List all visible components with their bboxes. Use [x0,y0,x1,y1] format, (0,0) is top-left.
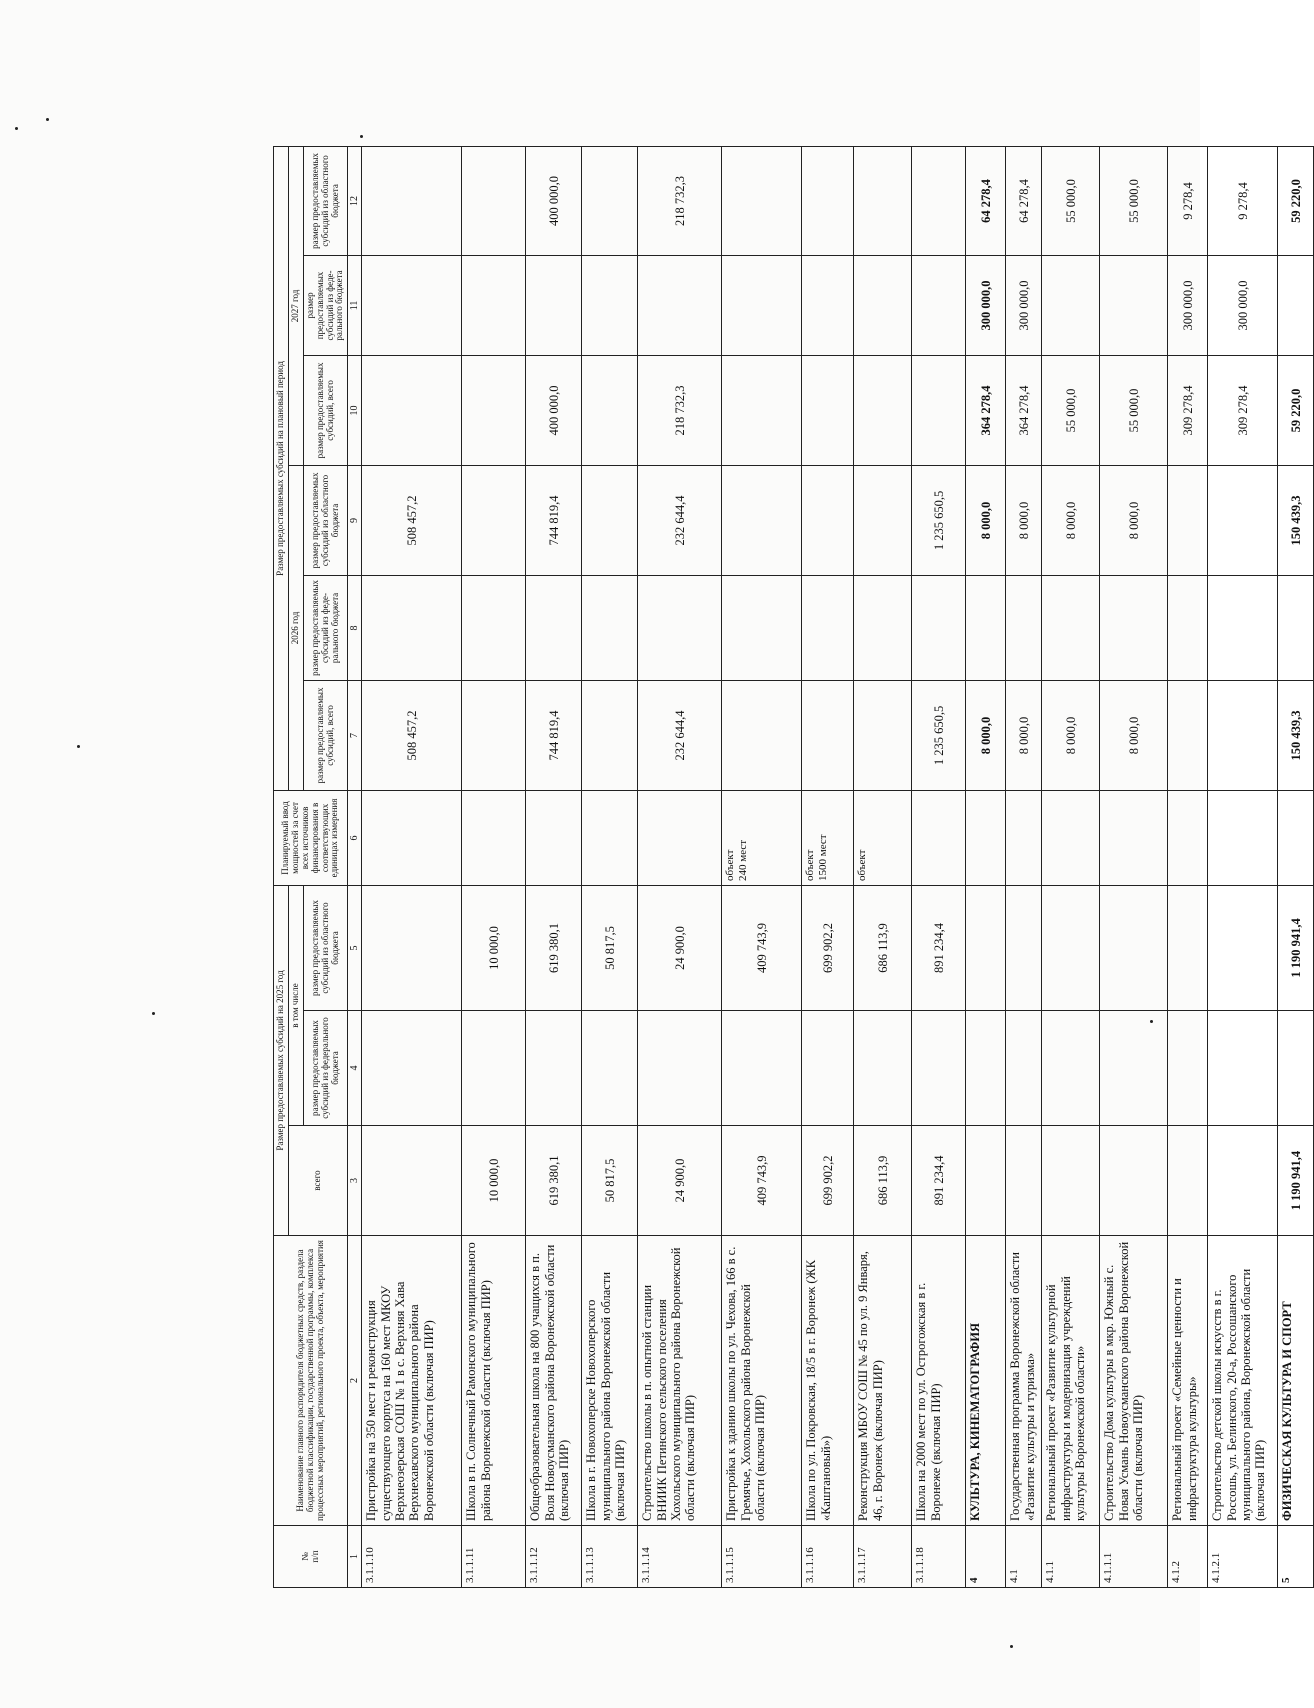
amount-cell [1278,575,1314,680]
amount-cell [638,575,722,680]
planned-capacity-cell: объект [854,790,912,885]
table-row [1042,146,1100,1587]
amount-cell: 64 278,4 [966,146,1006,255]
table-row [912,146,966,1587]
amount-cell [582,465,638,575]
amount-cell: 364 278,4 [1006,355,1042,465]
table-header [274,146,362,1587]
amount-cell: 8 000,0 [1042,465,1100,575]
row-number: 3.1.1.14 [638,1526,722,1588]
amount-cell [854,255,912,355]
amount-cell [462,146,526,255]
column-number: 11 [348,255,362,355]
amount-cell [722,255,802,355]
planned-capacity-cell [1208,790,1278,885]
table-row [582,146,638,1587]
planned-capacity-cell [966,790,1006,885]
amount-cell: 891 234,4 [912,1126,966,1236]
amount-cell [854,355,912,465]
amount-cell [1168,575,1208,680]
amount-cell [854,575,912,680]
planned-capacity-cell [526,790,582,885]
amount-cell [1006,575,1042,680]
row-number: 4.1.1.1 [1100,1526,1168,1588]
amount-cell: 232 644,4 [638,465,722,575]
column-number: 9 [348,465,362,575]
column-number: 2 [348,1236,362,1526]
row-number: 4.1.2.1 [1208,1526,1278,1588]
amount-cell: 10 000,0 [462,885,526,1010]
amount-cell: 9 278,4 [1208,146,1278,255]
amount-cell: 150 439,3 [1278,680,1314,790]
amount-cell [462,255,526,355]
table-body [362,146,1314,1587]
amount-cell [1208,575,1278,680]
amount-cell [1042,575,1100,680]
amount-cell: 309 278,4 [1208,355,1278,465]
amount-cell [722,465,802,575]
header-year-2027: 2027 год [288,146,303,465]
row-title: Общеобразовательная школа на 800 учащихся в п. Воля Новоусманского района Воронежской области (включая ПИР) [526,1236,582,1526]
header-total-2026: размер предоставляемых субсидий, всего [303,680,348,790]
header-fed-2026: размер предоставляемых субсидий из федерального бюджета [303,575,348,680]
table-row [1100,146,1168,1587]
amount-cell [1042,255,1100,355]
amount-cell: 619 380,1 [526,1126,582,1236]
amount-cell [1278,255,1314,355]
amount-cell [1168,1126,1208,1236]
header-all: всего [288,1126,347,1236]
column-number-row [348,146,362,1587]
amount-cell: 508 457,2 [362,465,462,575]
amount-cell [362,885,462,1010]
amount-cell: 300 000,0 [1006,255,1042,355]
amount-cell [966,575,1006,680]
row-number: 4.1.2 [1168,1526,1208,1588]
column-number: 6 [348,790,362,885]
row-title: Региональный проект «Семейные ценности и инфраструктура культуры» [1168,1236,1208,1526]
amount-cell [912,575,966,680]
table-row [1006,146,1042,1587]
amount-cell: 218 732,3 [638,146,722,255]
row-title: Региональный проект «Развитие культурной инфраструктуры и модернизация учреждений культуры Воронежской области» [1042,1236,1100,1526]
table-row [638,146,722,1587]
amount-cell [1100,885,1168,1010]
amount-cell [582,1011,638,1126]
amount-cell: 218 732,3 [638,355,722,465]
row-title: Пристройка на 350 мест и реконструкция существующего корпуса на 160 мест МКОУ Верхнеозерская СОШ № 1 в с. Верхняя Хава Верхнехавского муниципального района Воронежской области (включая ПИР) [362,1236,462,1526]
row-title: КУЛЬТУРА, КИНЕМАТОГРАФИЯ [966,1236,1006,1526]
amount-cell [802,146,854,255]
row-number: 3.1.1.18 [912,1526,966,1588]
row-title: Школа по ул. Покровская, 18/5 в г. Воронеж (ЖК «Каштановый») [802,1236,854,1526]
amount-cell [362,575,462,680]
header-year-2026: 2026 год [288,465,303,790]
header-2025: Размер предоставляемых субсидий на 2025 год [274,885,289,1235]
amount-cell: 9 278,4 [1168,146,1208,255]
header-fed-2025: размер предоставляемых субсидий из федерального бюджета [303,1011,348,1126]
row-title: Строительство детской школы искусств в г. Россошь, ул. Белинского, 20-а, Россошанского муниципального района, Воронежской области (включая ПИР) [1208,1236,1278,1526]
amount-cell [362,1011,462,1126]
amount-cell [362,355,462,465]
amount-cell [582,680,638,790]
planned-capacity-cell [1042,790,1100,885]
table-row [1168,146,1208,1587]
amount-cell [1208,1126,1278,1236]
header-num: № п/п [274,1526,348,1588]
amount-cell: 55 000,0 [1042,355,1100,465]
amount-cell: 8 000,0 [1042,680,1100,790]
scan-speck [15,127,18,130]
planned-capacity-cell [1100,790,1168,885]
table-row [362,146,462,1587]
amount-cell [1006,1126,1042,1236]
scan-speck [77,745,80,748]
amount-cell: 409 743,9 [722,885,802,1010]
header-fed-2027: размер предоставляемых субсидий из федерального бюджета [303,255,348,355]
amount-cell: 8 000,0 [1100,465,1168,575]
amount-cell: 50 817,5 [582,1126,638,1236]
row-number: 3.1.1.13 [582,1526,638,1588]
row-number: 3.1.1.10 [362,1526,462,1588]
amount-cell: 1 190 941,4 [1278,885,1314,1010]
table-row [802,146,854,1587]
amount-cell [722,575,802,680]
amount-cell [1042,885,1100,1010]
amount-cell [802,680,854,790]
row-number: 5 [1278,1526,1314,1588]
amount-cell [802,355,854,465]
planned-capacity-cell [1278,790,1314,885]
amount-cell [966,1011,1006,1126]
row-title: Государственная программа Воронежской области «Развитие культуры и туризма» [1006,1236,1042,1526]
subsidies-table [273,146,1314,1588]
row-title: Реконструкция МБОУ СОШ № 45 по ул. 9 Января, 46, г. Воронеж (включая ПИР) [854,1236,912,1526]
planned-capacity-cell [912,790,966,885]
amount-cell: 8 000,0 [1006,680,1042,790]
amount-cell [462,465,526,575]
header-reg-2027: размер предоставляемых субсидий из областного бюджета [303,146,348,255]
rotated-table-page [273,147,1303,1588]
amount-cell [526,575,582,680]
amount-cell: 1 235 650,5 [912,680,966,790]
amount-cell: 55 000,0 [1100,355,1168,465]
amount-cell: 744 819,4 [526,680,582,790]
amount-cell [1168,885,1208,1010]
amount-cell [1168,1011,1208,1126]
table-row [462,146,526,1587]
amount-cell [1042,1126,1100,1236]
amount-cell: 8 000,0 [1100,680,1168,790]
amount-cell: 1 235 650,5 [912,465,966,575]
table-row [526,146,582,1587]
row-number: 4 [966,1526,1006,1588]
amount-cell [966,1126,1006,1236]
amount-cell: 10 000,0 [462,1126,526,1236]
amount-cell [362,255,462,355]
amount-cell: 686 113,9 [854,885,912,1010]
amount-cell [526,255,582,355]
planned-capacity-cell [462,790,526,885]
column-number: 5 [348,885,362,1010]
row-title: Школа в г. Новохоперске Новохоперского муниципального района Воронежской области (включая ПИР) [582,1236,638,1526]
amount-cell [1168,465,1208,575]
column-number: 12 [348,146,362,255]
amount-cell: 8 000,0 [966,465,1006,575]
row-title: ФИЗИЧЕСКАЯ КУЛЬТУРА И СПОРТ [1278,1236,1314,1526]
amount-cell [638,1011,722,1126]
planned-capacity-cell [1006,790,1042,885]
amount-cell: 232 644,4 [638,680,722,790]
amount-cell [854,680,912,790]
row-number: 3.1.1.15 [722,1526,802,1588]
amount-cell: 400 000,0 [526,355,582,465]
row-title: Строительство Дома культуры в мкр. Южный с. Новая Усмань Новоусманского района Воронежской области (включая ПИР) [1100,1236,1168,1526]
amount-cell [362,1126,462,1236]
scan-speck [46,118,49,121]
amount-cell: 59 220,0 [1278,355,1314,465]
amount-cell [1100,1126,1168,1236]
amount-cell: 50 817,5 [582,885,638,1010]
amount-cell [582,575,638,680]
scan-speck [360,135,363,138]
amount-cell [362,146,462,255]
amount-cell: 8 000,0 [1006,465,1042,575]
header-plan-period: Размер предоставляемых субсидий на плановый период [274,146,289,790]
amount-cell [638,255,722,355]
amount-cell [854,1011,912,1126]
amount-cell: 508 457,2 [362,680,462,790]
amount-cell: 699 902,2 [802,1126,854,1236]
planned-capacity-cell: объект 1500 мест [802,790,854,885]
header-total-2027: размер предоставляемых субсидий, всего [303,355,348,465]
amount-cell [526,1011,582,1126]
amount-cell [912,355,966,465]
amount-cell [1100,1011,1168,1126]
amount-cell: 364 278,4 [966,355,1006,465]
amount-cell: 300 000,0 [966,255,1006,355]
table-row [966,146,1006,1587]
amount-cell [802,1011,854,1126]
row-number: 3.1.1.12 [526,1526,582,1588]
amount-cell [722,1011,802,1126]
amount-cell [462,1011,526,1126]
amount-cell: 699 902,2 [802,885,854,1010]
amount-cell [912,146,966,255]
amount-cell: 300 000,0 [1208,255,1278,355]
amount-cell [1208,465,1278,575]
column-number: 1 [348,1526,362,1588]
row-title: Пристройка к зданию школы по ул. Чехова, 166 в с. Гремячье, Хохольского района Воронежской области (включая ПИР) [722,1236,802,1526]
header-name: Наименование главного распорядителя бюджетных средств, раздела бюджетной классификации, государственной программы, комплекса процессных мероприятий, регионального проекта, объекта, мероприятия [274,1236,348,1526]
amount-cell: 64 278,4 [1006,146,1042,255]
amount-cell [582,355,638,465]
amount-cell [1208,1011,1278,1126]
amount-cell: 300 000,0 [1168,255,1208,355]
amount-cell [462,680,526,790]
column-number: 3 [348,1126,362,1236]
amount-cell [722,355,802,465]
amount-cell [1278,1011,1314,1126]
amount-cell [722,680,802,790]
amount-cell: 619 380,1 [526,885,582,1010]
header-including: в том числе [288,885,303,1125]
row-number: 3.1.1.11 [462,1526,526,1588]
amount-cell: 150 439,3 [1278,465,1314,575]
header-planned: Планируемый ввод мощностей за счет всех источников финансирования в соответствующих единицах измерения [274,790,348,885]
amount-cell: 24 900,0 [638,885,722,1010]
amount-cell [966,885,1006,1010]
amount-cell [582,146,638,255]
amount-cell [1100,575,1168,680]
planned-capacity-cell: объект 240 мест [722,790,802,885]
amount-cell: 400 000,0 [526,146,582,255]
planned-capacity-cell [638,790,722,885]
amount-cell [802,255,854,355]
table-row [854,146,912,1587]
amount-cell: 55 000,0 [1100,146,1168,255]
row-title: Школа в п. Солнечный Рамонского муниципального района Воронежской области (включая ПИР) [462,1236,526,1526]
amount-cell [722,146,802,255]
table-row [1208,146,1278,1587]
amount-cell [1208,680,1278,790]
header-reg-2025: размер предоставляемых субсидий из областного бюджета [303,885,348,1010]
amount-cell: 1 190 941,4 [1278,1126,1314,1236]
amount-cell [912,255,966,355]
scan-speck [152,1012,155,1015]
table-row [722,146,802,1587]
amount-cell [1100,255,1168,355]
amount-cell: 8 000,0 [966,680,1006,790]
amount-cell: 55 000,0 [1042,146,1100,255]
header-reg-2026: размер предоставляемых субсидий из областного бюджета [303,465,348,575]
amount-cell [462,355,526,465]
amount-cell: 891 234,4 [912,885,966,1010]
row-title: Строительство школы в п. опытной станции ВНИИК Петинского сельского поселения Хохольского муниципального района Воронежской области (включая ПИР) [638,1236,722,1526]
amount-cell [1006,885,1042,1010]
row-title: Школа на 2000 мест по ул. Острогожская в г. Воронеже (включая ПИР) [912,1236,966,1526]
planned-capacity-cell [362,790,462,885]
amount-cell [802,575,854,680]
planned-capacity-cell [1168,790,1208,885]
amount-cell [912,1011,966,1126]
row-number: 4.1 [1006,1526,1042,1588]
column-number: 10 [348,355,362,465]
column-number: 4 [348,1011,362,1126]
amount-cell [462,575,526,680]
row-number: 4.1.1 [1042,1526,1100,1588]
amount-cell [802,465,854,575]
amount-cell [1208,885,1278,1010]
column-number: 8 [348,575,362,680]
amount-cell [854,146,912,255]
amount-cell [854,465,912,575]
amount-cell [1006,1011,1042,1126]
amount-cell [582,255,638,355]
amount-cell: 24 900,0 [638,1126,722,1236]
amount-cell: 409 743,9 [722,1126,802,1236]
amount-cell [1042,1011,1100,1126]
table-row [1278,146,1314,1587]
amount-cell: 309 278,4 [1168,355,1208,465]
row-number: 3.1.1.17 [854,1526,912,1588]
amount-cell [1168,680,1208,790]
amount-cell: 686 113,9 [854,1126,912,1236]
column-number: 7 [348,680,362,790]
amount-cell: 59 220,0 [1278,146,1314,255]
amount-cell: 744 819,4 [526,465,582,575]
scan-speck [1010,1645,1013,1648]
planned-capacity-cell [582,790,638,885]
row-number: 3.1.1.16 [802,1526,854,1588]
